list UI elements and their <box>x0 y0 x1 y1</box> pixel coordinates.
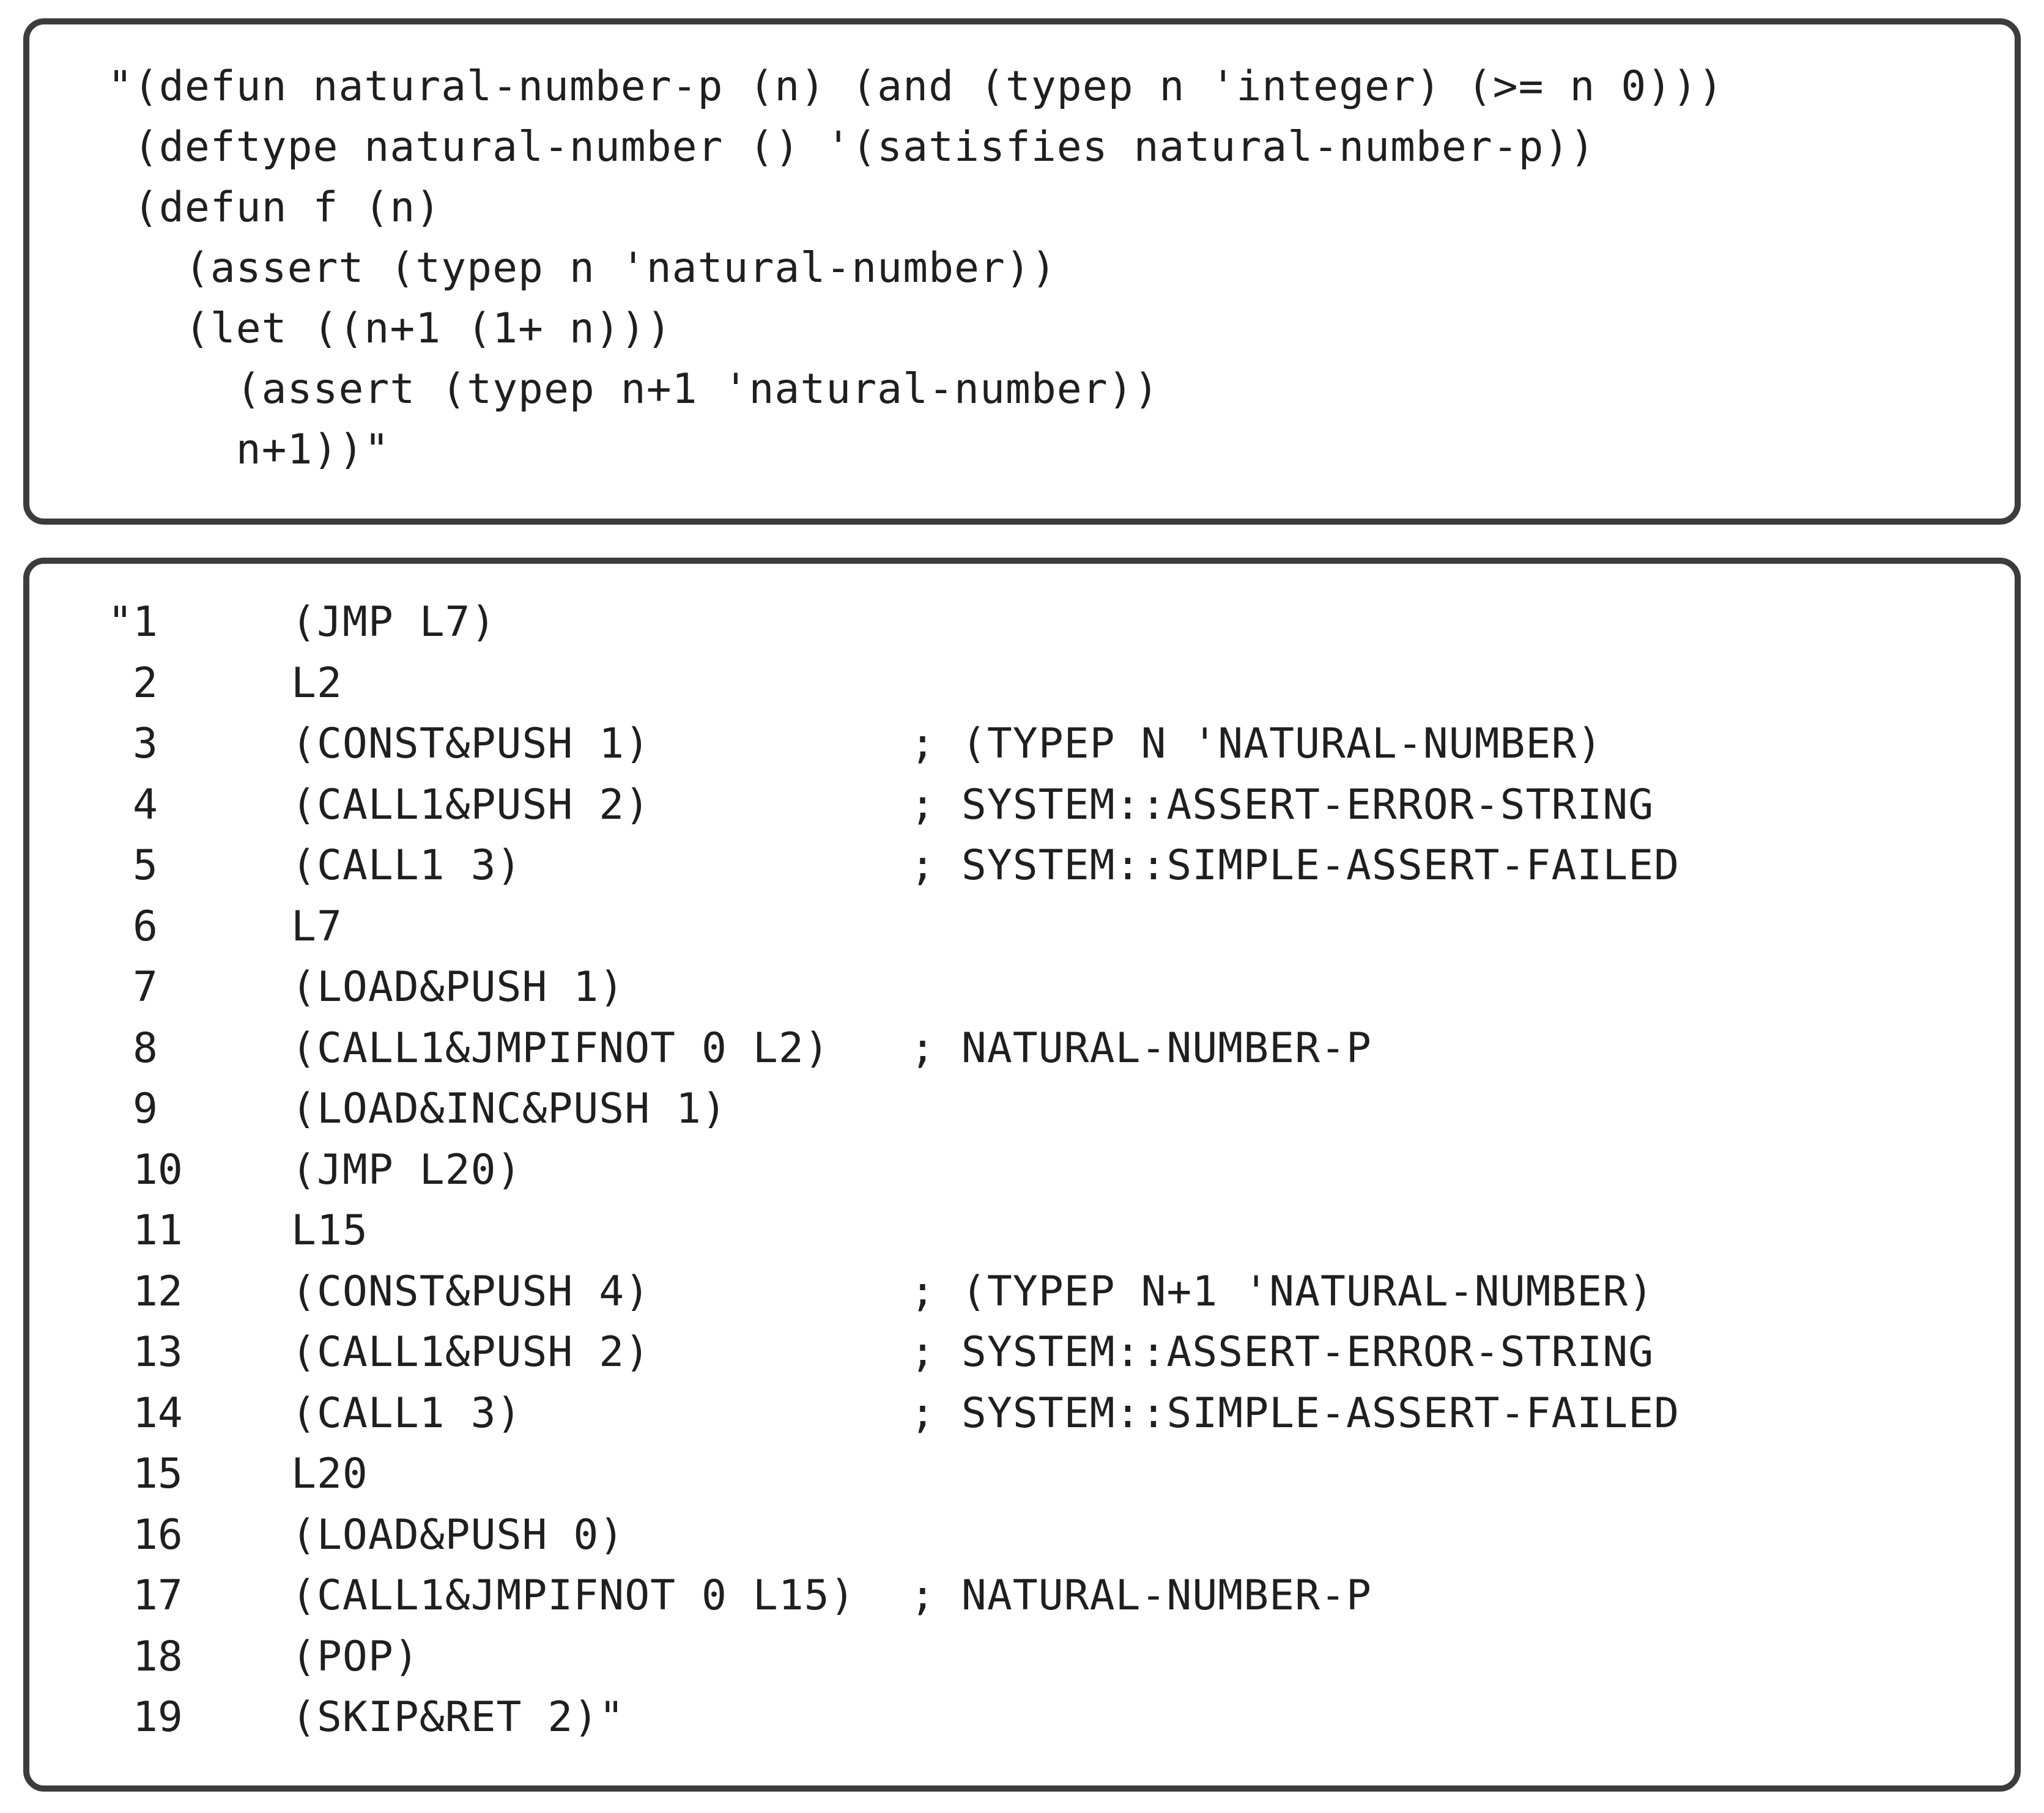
instruction: (SKIP&RET 2)" <box>291 1693 625 1741</box>
instruction: (CALL1&JMPIFNOT 0 L15) <box>291 1571 856 1620</box>
source-line: n+1))" <box>108 426 390 474</box>
source-line: (let ((n+1 (1+ n))) <box>108 305 672 353</box>
instruction: (LOAD&PUSH 0) <box>291 1511 625 1559</box>
line-number: 5 <box>108 841 158 890</box>
instruction: (CALL1&PUSH 2) <box>291 781 651 829</box>
line-number: 10 <box>108 1146 183 1194</box>
line-number: 9 <box>108 1085 158 1133</box>
instruction: (POP) <box>291 1633 420 1681</box>
instruction-comment: ; SYSTEM::ASSERT-ERROR-STRING <box>910 781 1654 829</box>
line-number: 19 <box>108 1693 183 1741</box>
instruction-comment: ; (TYPEP N+1 'NATURAL-NUMBER) <box>910 1268 1654 1316</box>
instruction: (LOAD&PUSH 1) <box>291 963 625 1011</box>
instruction-comment: ; (TYPEP N 'NATURAL-NUMBER) <box>910 720 1603 768</box>
line-number: 8 <box>108 1024 158 1073</box>
line-number: 4 <box>108 781 158 829</box>
instruction: (LOAD&INC&PUSH 1) <box>291 1085 727 1133</box>
instruction: L15 <box>291 1206 368 1255</box>
line-number: 6 <box>108 903 158 951</box>
source-line: (assert (typep n+1 'natural-number)) <box>108 365 1160 413</box>
line-number: 13 <box>108 1328 183 1376</box>
instruction: (CALL1&JMPIFNOT 0 L2) <box>291 1024 830 1073</box>
source-line: (defun f (n) <box>108 183 442 232</box>
instruction-comment: ; NATURAL-NUMBER-P <box>910 1571 1372 1620</box>
line-number: 11 <box>108 1206 183 1255</box>
instruction: L7 <box>291 903 343 951</box>
instruction: (CALL1 3) <box>291 841 522 890</box>
line-number: 12 <box>108 1268 183 1316</box>
instruction: (JMP L20) <box>291 1146 522 1194</box>
source-line: (deftype natural-number () '(satisfies natural-number-p)) <box>108 123 1596 171</box>
line-number: 18 <box>108 1633 183 1681</box>
instruction: (CALL1 3) <box>291 1389 522 1438</box>
line-number: 3 <box>108 720 158 768</box>
instruction-comment: ; SYSTEM::SIMPLE-ASSERT-FAILED <box>910 1389 1680 1438</box>
instruction: L20 <box>291 1450 368 1498</box>
instruction: (JMP L7) <box>291 598 497 646</box>
source-line: "(defun natural-number-p (n) (and (typep n 'integer) (>= n 0))) <box>108 62 1724 111</box>
instruction-comment: ; NATURAL-NUMBER-P <box>910 1024 1372 1073</box>
instruction: (CONST&PUSH 4) <box>291 1268 651 1316</box>
source-line: (assert (typep n 'natural-number)) <box>108 244 1057 292</box>
instruction-comment: ; SYSTEM::SIMPLE-ASSERT-FAILED <box>910 841 1680 890</box>
line-number: 17 <box>108 1571 183 1620</box>
instruction: (CALL1&PUSH 2) <box>291 1328 651 1376</box>
line-number: 15 <box>108 1450 183 1498</box>
lisp-source-box <box>23 18 2021 525</box>
instruction-comment: ; SYSTEM::ASSERT-ERROR-STRING <box>910 1328 1654 1376</box>
line-number: 16 <box>108 1511 183 1559</box>
line-number: 2 <box>108 659 158 707</box>
line-number: "1 <box>108 598 158 646</box>
instruction: (CONST&PUSH 1) <box>291 720 651 768</box>
line-number: 7 <box>108 963 158 1011</box>
line-number: 14 <box>108 1389 183 1438</box>
bytecode-listing-box <box>23 558 2021 1792</box>
instruction: L2 <box>291 659 343 707</box>
